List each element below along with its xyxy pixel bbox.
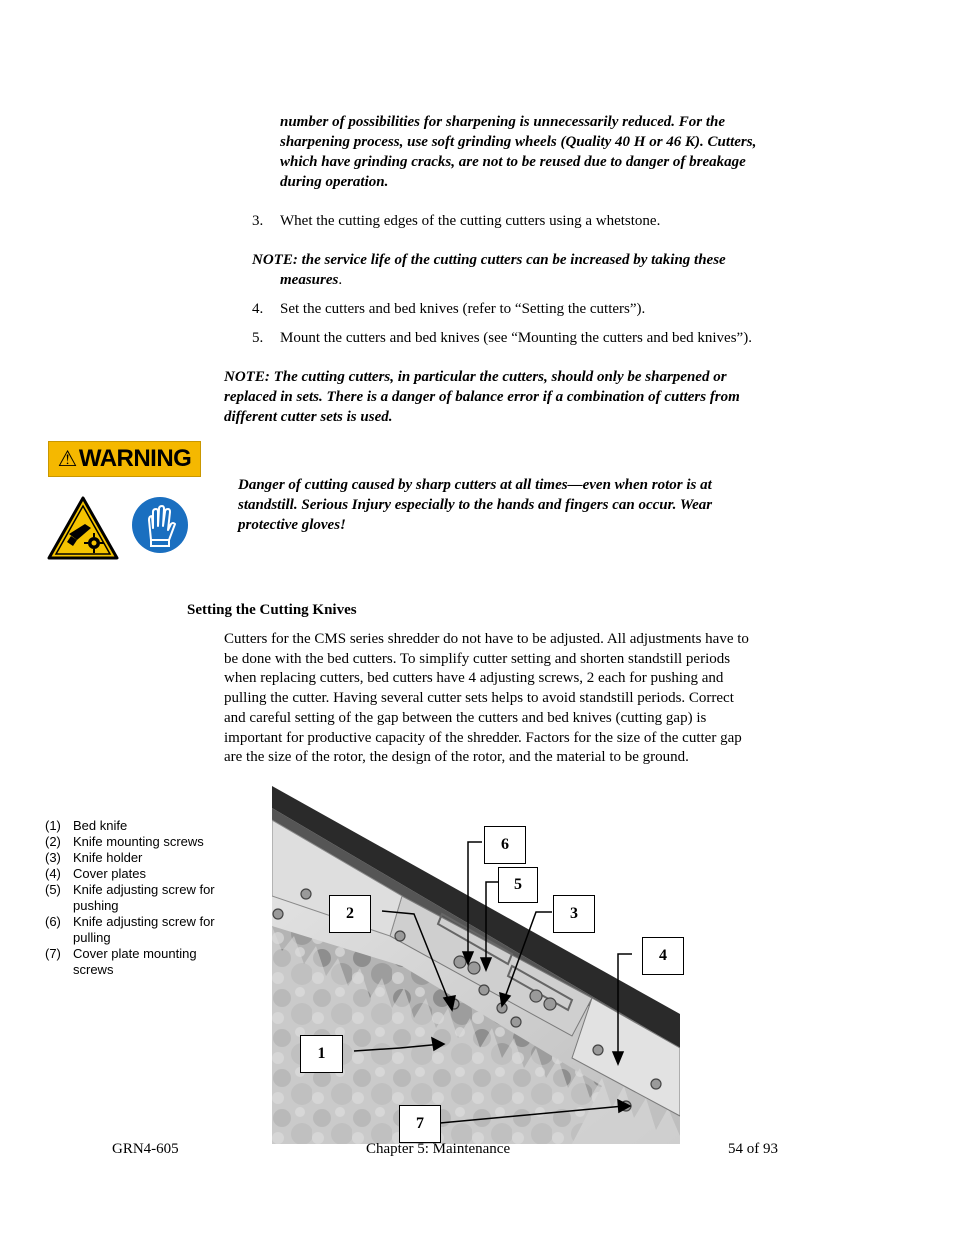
legend-item: (6) Knife adjusting screw for pulling <box>45 914 215 945</box>
warning-triangle-icon: ⚠ <box>57 446 77 471</box>
section-heading: Setting the Cutting Knives <box>187 602 357 618</box>
step-text: Set the cutters and bed knives (refer to “Setting the cutters”). <box>280 301 646 317</box>
step-text: Whet the cutting edges of the cutting cutters using a whetstone. <box>280 213 661 229</box>
paragraph-line: pulling the cutter. Having several cutter sets helps to avoid standstill periods. Correct <box>224 690 734 707</box>
callout-3: 3 <box>553 895 595 933</box>
legend-item: (7) Cover plate mounting screws <box>45 946 197 977</box>
note-line: NOTE: the service life of the cutting cutters can be increased by taking these <box>252 252 726 268</box>
note-line: NOTE: The cutting cutters, in particular the cutters, should only be sharpened or <box>224 369 727 385</box>
warning-line: Danger of cutting caused by sharp cutters at all times—even when rotor is at <box>238 477 712 493</box>
callout-2: 2 <box>329 895 371 933</box>
legend-item: (2) Knife mounting screws <box>45 834 204 849</box>
paragraph-line: and careful setting of the gap between the cutters and bed knives (cutting gap) is <box>224 709 707 726</box>
note-line: replaced in sets. There is a danger of balance error if a combination of cutters from <box>224 389 740 405</box>
warning-line: protective gloves! <box>238 517 346 533</box>
step-number: 4. <box>252 301 264 317</box>
note-line: number of possibilities for sharpening is unnecessarily reduced. For the <box>280 114 726 130</box>
note-line: during operation. <box>280 174 389 190</box>
warning-line: standstill. Serious Injury especially to the hands and fingers can occur. Wear <box>238 497 713 513</box>
note-line: different cutter sets is used. <box>224 409 393 425</box>
note-continued <box>280 112 840 192</box>
footer-page-number: 54 of 93 <box>728 1141 778 1157</box>
footer-doc-id: GRN4-605 <box>112 1141 179 1157</box>
legend-item: (5) Knife adjusting screw for pushing <box>45 882 215 913</box>
note-service-life <box>252 250 832 290</box>
step-4 <box>252 299 645 319</box>
warning-label <box>48 441 201 477</box>
paragraph-line: are the size of the rotor, the design of the rotor, and the material to be ground. <box>224 749 689 766</box>
protective-gloves-icon <box>131 496 189 554</box>
step-number: 3. <box>252 213 264 229</box>
callout-7: 7 <box>399 1105 441 1143</box>
note-line: measures. <box>280 272 343 288</box>
cutting-hazard-icon <box>47 496 119 560</box>
callout-4: 4 <box>642 937 684 975</box>
callout-1: 1 <box>300 1035 343 1073</box>
note-line: which have grinding cracks, are not to be reused due to danger of breakage <box>280 154 746 170</box>
note-sets <box>224 367 844 427</box>
note-line: sharpening process, use soft grinding wheels (Quality 40 H or 46 K). Cutters, <box>280 134 757 150</box>
legend-item: (4) Cover plates <box>45 866 146 881</box>
legend-item: (3) Knife holder <box>45 850 143 865</box>
footer-chapter: Chapter 5: Maintenance <box>366 1141 511 1157</box>
paragraph-line: important for productive capacity of the shredder. Factors for the size of the cutter gap <box>224 729 742 746</box>
step-5 <box>252 328 752 348</box>
callout-5: 5 <box>498 867 538 903</box>
legend-item: (1) Bed knife <box>45 818 128 833</box>
figure-legend <box>45 818 245 978</box>
section-paragraph <box>224 630 844 768</box>
callout-6: 6 <box>484 826 526 864</box>
paragraph-line: be done with the bed cutters. To simplify cutter setting and shorten standstill periods <box>224 650 731 667</box>
step-3 <box>252 211 660 231</box>
paragraph-line: Cutters for the CMS series shredder do not have to be adjusted. All adjustments have to <box>224 631 749 647</box>
step-number: 5. <box>252 330 264 346</box>
knife-assembly-figure <box>272 786 682 1144</box>
paragraph-line: when replacing cutters, bed cutters have 4 adjusting screws, 2 each for pushing and <box>224 670 724 687</box>
warning-label-text: WARNING <box>78 445 192 472</box>
step-text: Mount the cutters and bed knives (see “Mounting the cutters and bed knives”). <box>280 330 752 346</box>
warning-text <box>238 475 818 535</box>
